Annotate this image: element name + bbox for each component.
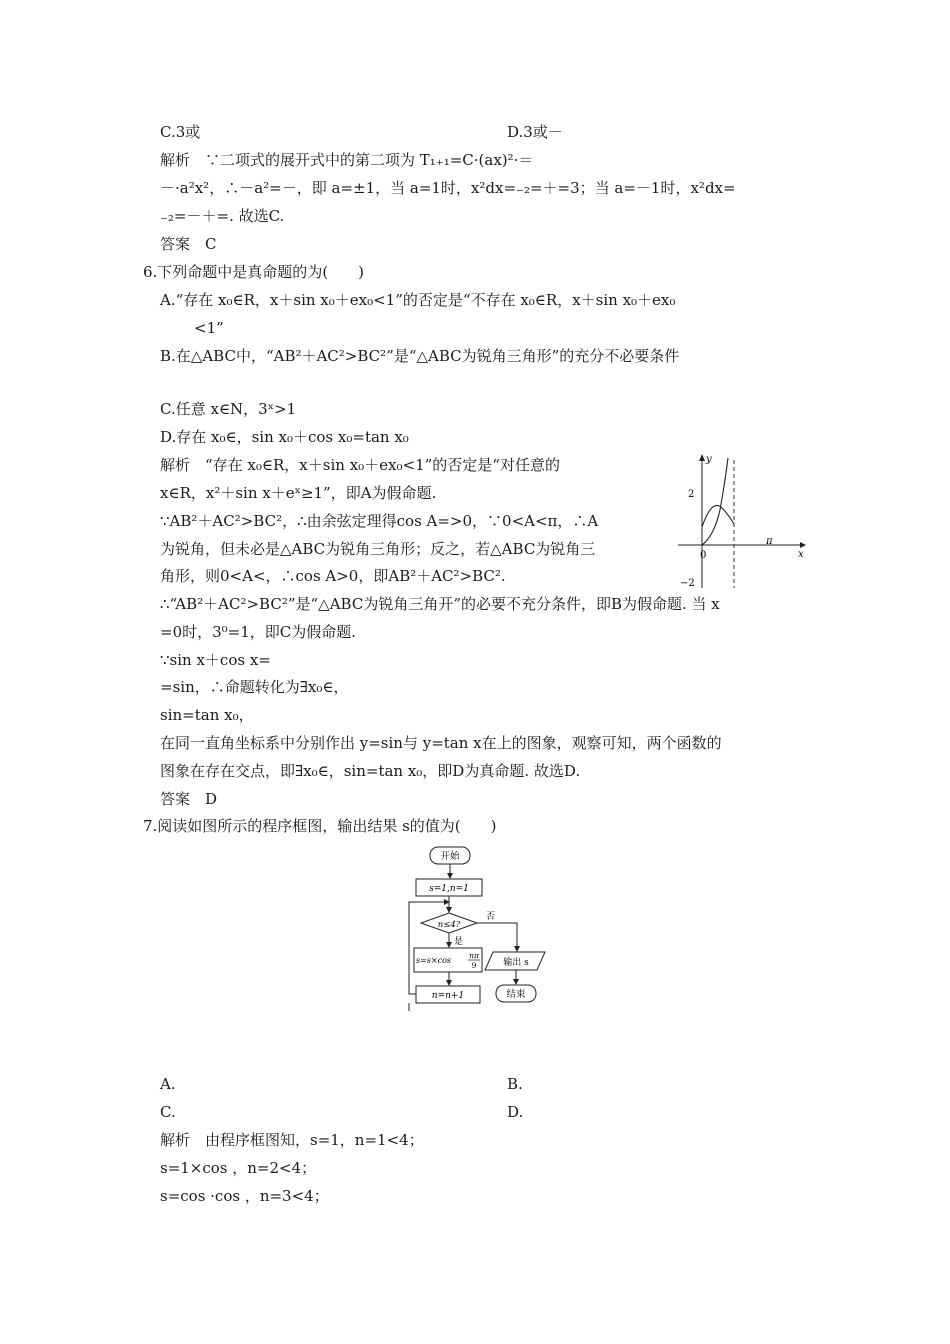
update-s-label: s=s×cos	[416, 956, 452, 965]
option-d-prev: D.3或－	[507, 123, 563, 141]
start-label: 开始	[440, 851, 460, 862]
solution-line: 解析 “存在 x₀∈R，x＋sin x₀＋ex₀<1”的否定是“对任意的	[160, 456, 560, 474]
solution-line: 图象在存在交点，即∃x₀∈，sin=tan x₀，即D为真命题. 故选D.	[160, 762, 581, 780]
answer-line: 答案 D	[160, 790, 218, 808]
solution-line: sin=tan x₀，	[160, 706, 254, 724]
fraction-denominator: 9	[471, 961, 477, 970]
x-axis-label: x	[798, 549, 804, 560]
question-6-option-c: C.任意 x∈N，3ˣ>1	[160, 400, 297, 418]
solution-line: 角形，则0<A<，∴cos A>0，即AB²＋AC²>BC².	[160, 567, 506, 585]
solution-line: ₋₂=－＋=. 故选C.	[160, 207, 285, 225]
question-6-title: 6.下列命题中是真命题的为( )	[143, 263, 365, 281]
solution-line: 解析 ∵二项式的展开式中的第二项为 T₁₊₁=C·(ax)²·＝	[160, 151, 534, 169]
no-label: 否	[486, 912, 496, 922]
solution-line: =0时，3⁰=1，即C为假命题.	[160, 623, 357, 641]
question-7-option-a: A.	[160, 1075, 176, 1093]
yes-label: 是	[454, 937, 464, 947]
question-6-option-a: A.“存在 x₀∈R，x＋sin x₀＋ex₀<1”的否定是“不存在 x₀∈R，x＋sin x₀＋ex₀	[160, 291, 676, 309]
question-6-option-d: D.存在 x₀∈，sin x₀＋cos x₀=tan x₀	[160, 428, 409, 446]
question-7-option-b: B.	[507, 1075, 523, 1093]
solution-line: 为锐角，但未必是△ABC为锐角三角形；反之，若△ABC为锐角三	[160, 540, 596, 558]
x-axis-arrow	[800, 542, 806, 548]
question-7-option-c: C.	[160, 1103, 176, 1121]
pi-label: π	[766, 536, 773, 547]
question-7-option-d: D.	[507, 1103, 524, 1121]
origin-label: 0	[700, 550, 707, 561]
condition-label: n≤4?	[437, 920, 461, 930]
answer-line: 答案 C	[160, 235, 217, 253]
question-6-option-a-cont: <1”	[194, 319, 224, 337]
solution-line: ∵sin x＋cos x=	[160, 651, 271, 669]
solution-line: ∴“AB²＋AC²>BC²”是“△ABC为锐角三角开”的必要不充分条件，即B为假命题. 当 x	[160, 595, 720, 613]
question-6-option-b: B.在△ABC中，“AB²＋AC²>BC²”是“△ABC为锐角三角形”的充分不必要条件	[160, 347, 680, 365]
solution-line: x∈R，x²＋sin x＋eˣ≥1”，即A为假命题.	[160, 484, 437, 502]
option-c-prev: C.3或	[160, 123, 201, 141]
solution-line: 解析 由程序框图知，s=1，n=1<4；	[160, 1131, 424, 1149]
program-flowchart	[406, 843, 551, 1013]
update-n-label: n=n+1	[431, 991, 465, 1001]
tick-label-neg2: −2	[680, 578, 695, 589]
solution-line: 在同一直角坐标系中分别作出 y=sin与 y=tan x在上的图象，观察可知，两个函数的	[160, 734, 722, 752]
solution-line: =sin，∴命题转化为∃x₀∈，	[160, 678, 349, 696]
y-axis-arrow	[699, 454, 705, 461]
function-graph	[672, 452, 812, 592]
solution-line: s=cos ·cos ，n=3<4；	[160, 1187, 329, 1205]
end-label: 结束	[506, 989, 526, 1000]
tick-label-2: 2	[688, 489, 695, 500]
fraction-numerator: nπ	[469, 951, 479, 960]
output-label: 输出 s	[503, 958, 529, 968]
y-axis-label: y	[706, 454, 712, 465]
init-label: s=1,n=1	[429, 884, 469, 894]
solution-line: －·a²x²，∴－a²=－，即 a=±1，当 a=1时，x²dx=₋₂=＋=3；当 a=－1时，x²dx=	[160, 179, 736, 197]
tan-curve	[702, 458, 728, 545]
question-7-title: 7.阅读如图所示的程序框图，输出结果 s的值为( )	[143, 817, 497, 835]
solution-line: ∵AB²＋AC²>BC²，∴由余弦定理得cos A=>0，∵0<A<π，∴A	[160, 512, 599, 530]
solution-line: s=1×cos ，n=2<4；	[160, 1159, 317, 1177]
